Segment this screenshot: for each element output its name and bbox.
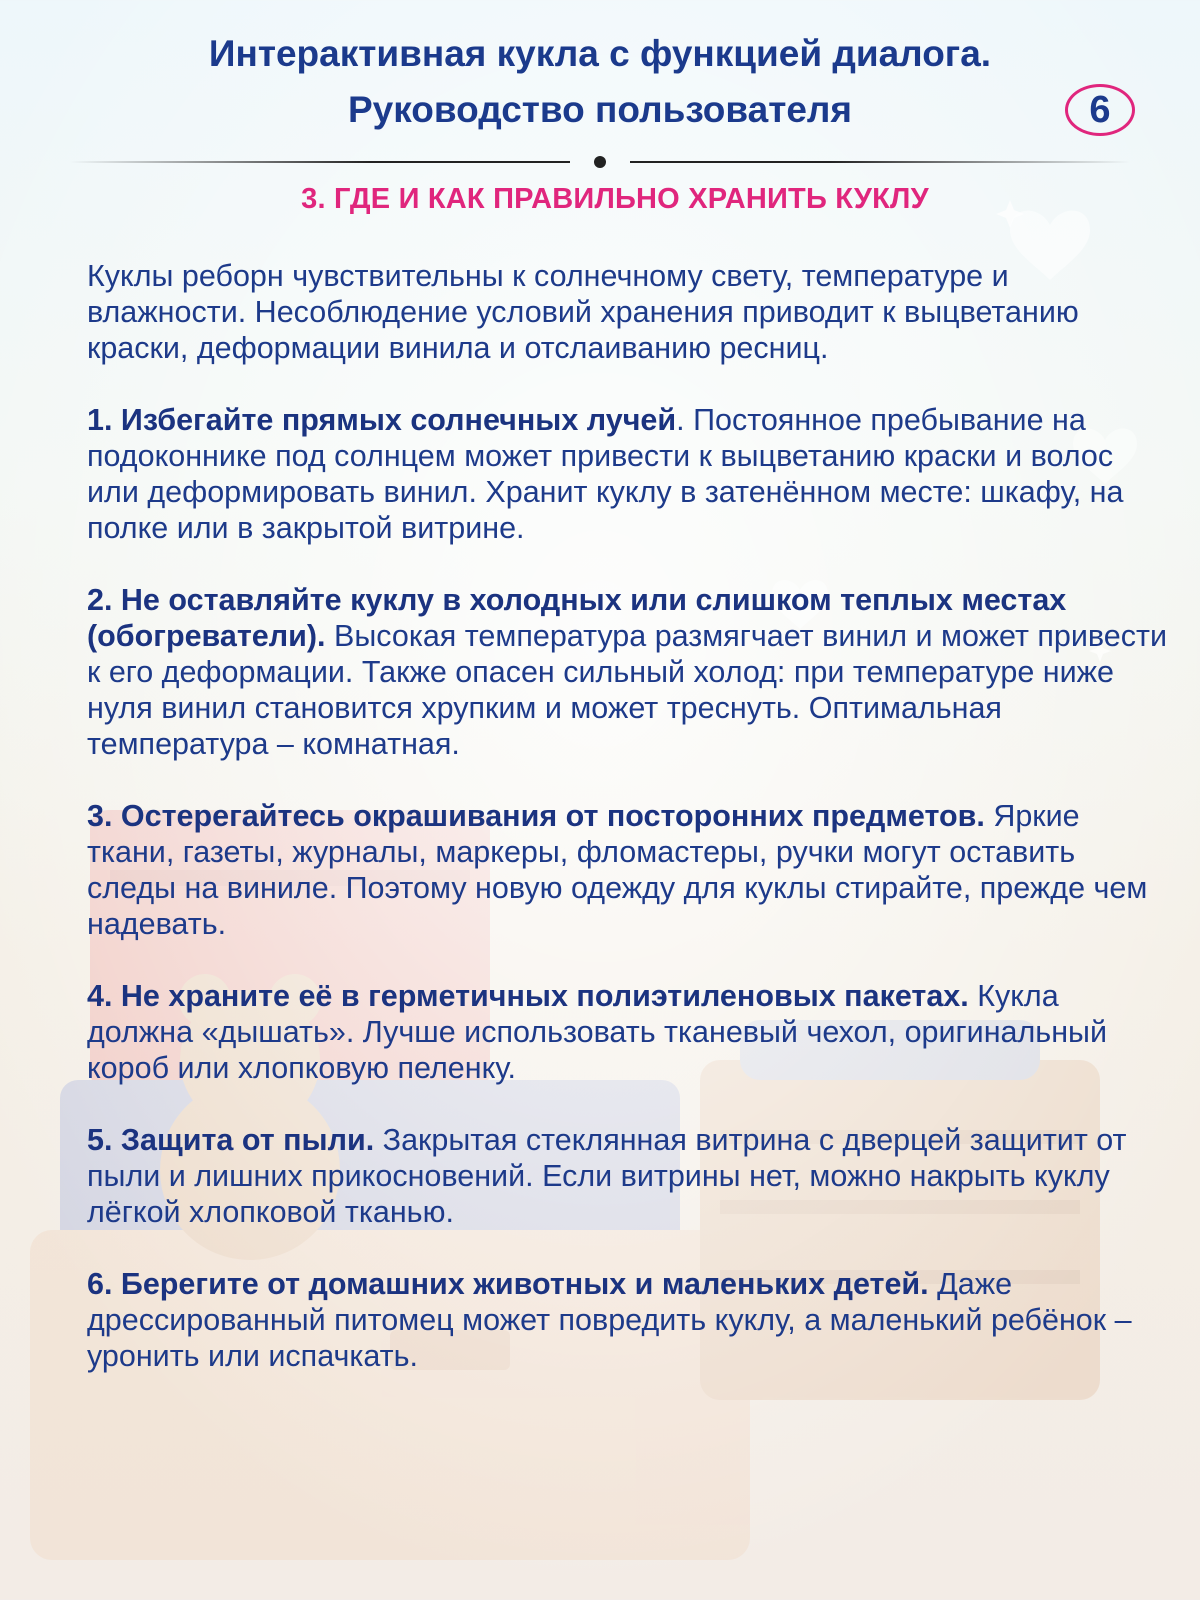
tip-text: Яркие ткани, газеты, журналы, маркеры, фломастеры, ручки могут оставить следы на виниле. Поэтому новую одежду для куклы стирайте, прежде чем надевать. — [87, 799, 1148, 941]
section-heading: 3. ГДЕ И КАК ПРАВИЛЬНО ХРАНИТЬ КУКЛУ — [301, 183, 929, 215]
storage-tip-2 — [87, 582, 1167, 762]
divider-dot — [594, 156, 606, 168]
storage-tip-3 — [87, 798, 1167, 942]
tip-title: 5. Защита от пыли. — [87, 1123, 375, 1157]
storage-tip-1 — [87, 402, 1167, 546]
tip-text: Высокая температура размягчает винил и может привести к его деформации. Также опасен сильный холод: при температуре ниже нуля винил становится хрупким и может треснуть. Оптимальная температура – комнатная. — [87, 619, 1168, 761]
title-line-2: Руководство пользователя — [347, 89, 853, 130]
storage-tip-6 — [87, 1266, 1167, 1374]
content-body — [87, 258, 1167, 1410]
divider-line-right — [630, 161, 1130, 163]
title-line-1: Интерактивная кукла с функцией диалога. — [208, 33, 992, 74]
tip-text: Даже дрессированный питомец может повредить куклу, а маленький ребёнок – уронить или испачкать. — [87, 1267, 1132, 1373]
tip-title: 4. Не храните её в герметичных полиэтиленовых пакетах. — [87, 979, 969, 1013]
tip-title: 1. Избегайте прямых солнечных лучей — [87, 403, 677, 437]
intro-paragraph: Куклы реборн чувствительны к солнечному свету, температуре и влажности. Несоблюдение условий хранения приводит к выцветанию краски, деформации винила и отслаиванию ресниц. — [87, 259, 1079, 365]
storage-tip-5 — [87, 1122, 1167, 1230]
tip-text: . Постоянное пребывание на подоконнике под солнцем может привести к выцветанию краски и волос или деформировать винил. Хранит куклу в затенённом месте: шкафу, на полке или в закрытой витрине. — [87, 403, 1124, 545]
page-number-badge: 6 — [1065, 84, 1135, 136]
title-divider — [70, 155, 1130, 169]
page-title — [0, 26, 1200, 138]
tip-title: 6. Берегите от домашних животных и маленьких детей. — [87, 1267, 929, 1301]
tip-title: 2. Не оставляйте куклу в холодных или слишком теплых местах (обогреватели). — [87, 583, 1067, 653]
tip-text: Закрытая стеклянная витрина с дверцей защитит от пыли и лишних прикосновений. Если витрины нет, можно накрыть куклу лёгкой хлопковой тканью. — [87, 1123, 1127, 1229]
tip-title: 3. Остерегайтесь окрашивания от посторонних предметов. — [87, 799, 985, 833]
storage-tip-4 — [87, 978, 1167, 1086]
divider-line-left — [70, 161, 570, 163]
tip-text: Кукла должна «дышать». Лучше использовать тканевый чехол, оригинальный короб или хлопковую пеленку. — [87, 979, 1107, 1085]
